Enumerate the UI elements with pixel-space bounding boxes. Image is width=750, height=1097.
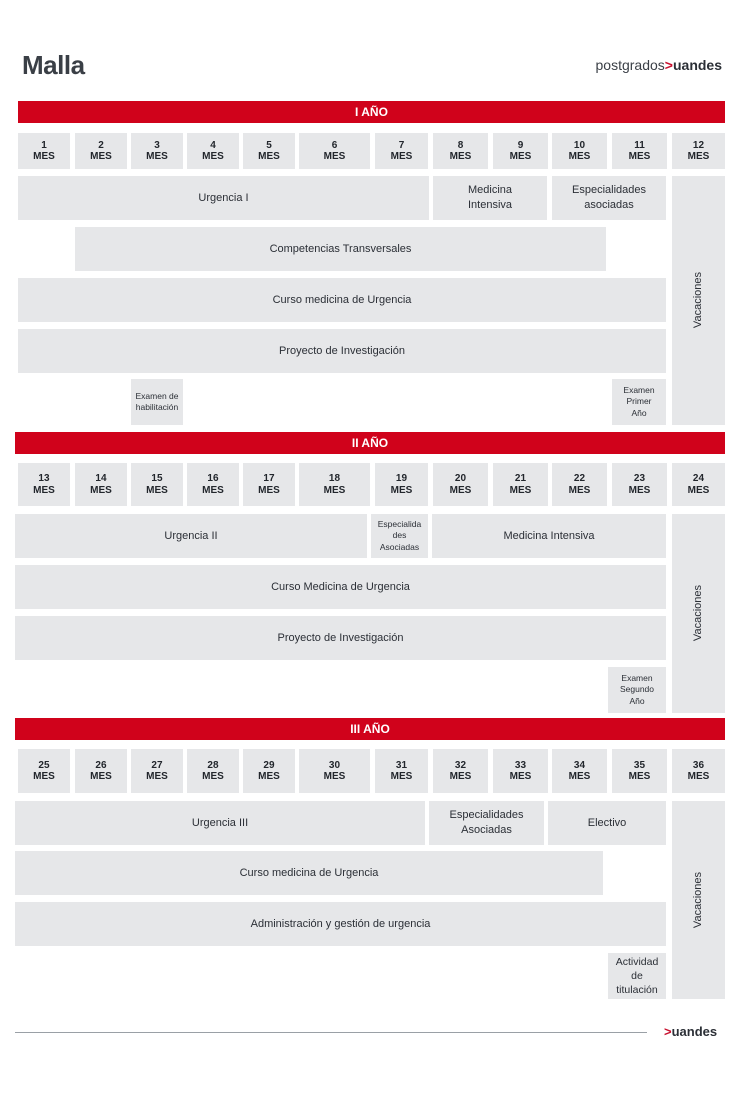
- month-cell: [433, 463, 488, 506]
- month-cell: [493, 463, 548, 506]
- month-cell: [187, 463, 239, 506]
- month-label: MES: [449, 771, 472, 782]
- month-number: 28: [207, 759, 219, 771]
- month-number: 2: [98, 139, 104, 151]
- month-number: 25: [38, 759, 50, 771]
- month-cell: [433, 749, 488, 793]
- month-label: MES: [323, 484, 346, 496]
- month-cell: [375, 133, 428, 169]
- month-label: MES: [33, 771, 55, 782]
- month-cell: [672, 463, 725, 506]
- month-label: MES: [202, 151, 224, 162]
- month-cell: [75, 133, 127, 169]
- month-label: MES: [687, 484, 710, 496]
- month-cell: [672, 749, 725, 793]
- month-number: 15: [151, 473, 163, 484]
- month-cell: [299, 463, 370, 506]
- block-especialidades-asociadas: Especialidades asociadas: [552, 176, 666, 220]
- month-cell: [493, 749, 548, 793]
- month-number: 26: [95, 759, 107, 771]
- month-label: MES: [202, 484, 224, 496]
- month-label: MES: [90, 151, 112, 162]
- month-label: MES: [687, 771, 710, 782]
- brand-prefix: postgrados: [595, 57, 665, 73]
- month-number: 16: [207, 473, 219, 484]
- month-cell: [131, 463, 183, 506]
- month-number: 27: [151, 759, 163, 771]
- year-3-bar: III AÑO: [15, 718, 725, 740]
- month-label: MES: [687, 151, 710, 162]
- month-label: MES: [449, 151, 472, 162]
- block-proyecto-investigacion: Proyecto de Investigación: [18, 329, 666, 373]
- footer-divider: [15, 1032, 647, 1033]
- brand-logo: [596, 57, 722, 73]
- month-cell: [243, 463, 295, 506]
- month-number: 21: [514, 473, 527, 484]
- month-number: 32: [454, 759, 467, 771]
- month-number: 20: [454, 473, 467, 484]
- month-cell: [552, 463, 607, 506]
- month-label: MES: [628, 771, 651, 782]
- month-label: MES: [628, 151, 651, 162]
- block-proyecto-investigacion-2: Proyecto de Investigación: [15, 616, 666, 660]
- month-cell: [187, 133, 239, 169]
- month-cell: [299, 749, 370, 793]
- vacaciones-label: Vacaciones: [692, 585, 705, 642]
- block-vacaciones-3: [672, 801, 725, 999]
- month-number: 14: [95, 473, 107, 484]
- block-especialidades-asociadas-2: Especialida des Asociadas: [371, 514, 428, 558]
- brand-suffix: uandes: [672, 57, 722, 73]
- month-number: 19: [395, 473, 408, 484]
- month-number: 31: [395, 759, 408, 771]
- vacaciones-label: Vacaciones: [692, 272, 705, 329]
- block-administracion-gestion: Administración y gestión de urgencia: [15, 902, 666, 946]
- month-label: MES: [449, 484, 472, 496]
- month-cell: [131, 133, 183, 169]
- block-curso-medicina-urgencia-3: Curso medicina de Urgencia: [15, 851, 603, 895]
- footer-logo: [664, 1024, 717, 1039]
- block-especialidades-asociadas-3: Especialidades Asociadas: [429, 801, 544, 845]
- month-label: MES: [568, 771, 591, 782]
- block-urgencia-1: Urgencia I: [18, 176, 429, 220]
- month-cell: [552, 749, 607, 793]
- block-urgencia-2: Urgencia II: [15, 514, 367, 558]
- month-number: 10: [573, 139, 586, 151]
- month-cell: [18, 463, 70, 506]
- block-actividad-titulacion: Actividad de titulación: [608, 953, 666, 999]
- month-number: 7: [398, 139, 405, 151]
- month-cell: [612, 133, 667, 169]
- month-number: 5: [266, 139, 272, 151]
- month-cell: [18, 133, 70, 169]
- month-label: MES: [258, 771, 280, 782]
- month-label: MES: [509, 151, 532, 162]
- month-cell: [299, 133, 370, 169]
- block-curso-medicina-urgencia-2: Curso Medicina de Urgencia: [15, 565, 666, 609]
- month-label: MES: [90, 771, 112, 782]
- month-number: 17: [263, 473, 275, 484]
- vacaciones-label: Vacaciones: [692, 871, 705, 929]
- month-number: 4: [210, 139, 216, 151]
- month-label: MES: [390, 151, 413, 162]
- footer-logo-text: uandes: [671, 1024, 718, 1039]
- month-number: 6: [331, 139, 338, 151]
- month-number: 3: [154, 139, 160, 151]
- block-medicina-intensiva: Medicina Intensiva: [433, 176, 547, 220]
- month-number: 1: [41, 139, 47, 151]
- month-number: 18: [328, 473, 341, 484]
- month-cell: [131, 749, 183, 793]
- block-urgencia-3: Urgencia III: [15, 801, 425, 845]
- month-label: MES: [323, 151, 346, 162]
- footer-arrow-icon: >: [664, 1024, 672, 1039]
- month-label: MES: [628, 484, 651, 496]
- month-cell: [18, 749, 70, 793]
- month-label: MES: [33, 484, 55, 496]
- month-number: 30: [328, 759, 341, 771]
- month-label: MES: [146, 151, 168, 162]
- month-number: 9: [517, 139, 524, 151]
- month-number: 36: [692, 759, 705, 771]
- block-competencias-transversales: Competencias Transversales: [75, 227, 606, 271]
- month-label: MES: [146, 771, 168, 782]
- month-label: MES: [258, 151, 280, 162]
- block-curso-medicina-urgencia: Curso medicina de Urgencia: [18, 278, 666, 322]
- month-cell: [75, 463, 127, 506]
- month-cell: [433, 133, 488, 169]
- month-number: 23: [633, 473, 646, 484]
- month-number: 29: [263, 759, 275, 771]
- month-cell: [375, 749, 428, 793]
- month-label: MES: [146, 484, 168, 496]
- month-number: 8: [457, 139, 464, 151]
- month-cell: [243, 133, 295, 169]
- month-label: MES: [33, 151, 55, 162]
- month-number: 35: [633, 759, 646, 771]
- month-label: MES: [509, 484, 532, 496]
- block-vacaciones-2: [672, 514, 725, 713]
- month-number: 33: [514, 759, 527, 771]
- month-number: 11: [634, 139, 645, 151]
- year-2-bar: II AÑO: [15, 432, 725, 454]
- month-label: MES: [90, 484, 112, 496]
- month-number: 12: [692, 139, 705, 151]
- month-number: 24: [692, 473, 705, 484]
- month-label: MES: [568, 151, 591, 162]
- block-vacaciones-1: [672, 176, 725, 425]
- month-cell: [75, 749, 127, 793]
- block-medicina-intensiva-2: Medicina Intensiva: [432, 514, 666, 558]
- month-label: MES: [390, 484, 413, 496]
- month-label: MES: [509, 771, 532, 782]
- block-examen-primer-ano: Examen Primer Año: [612, 379, 666, 425]
- month-cell: [375, 463, 428, 506]
- block-electivo: Electivo: [548, 801, 666, 845]
- month-cell: [612, 749, 667, 793]
- month-cell: [243, 749, 295, 793]
- month-label: MES: [390, 771, 413, 782]
- page-title: Malla: [22, 50, 85, 80]
- month-cell: [612, 463, 667, 506]
- month-label: MES: [202, 771, 224, 782]
- month-label: MES: [323, 771, 346, 782]
- block-examen-segundo-ano: Examen Segundo Año: [608, 667, 666, 713]
- month-label: MES: [258, 484, 280, 496]
- month-cell: [187, 749, 239, 793]
- year-1-bar: I AÑO: [18, 101, 725, 123]
- brand-arrow-icon: >: [664, 57, 673, 73]
- month-cell: [672, 133, 725, 169]
- block-examen-habilitacion: Examen de habilitación: [131, 379, 183, 425]
- month-label: MES: [568, 484, 591, 496]
- month-cell: [552, 133, 607, 169]
- month-number: 13: [38, 473, 50, 484]
- month-number: 22: [573, 473, 586, 484]
- month-cell: [493, 133, 548, 169]
- month-number: 34: [573, 759, 586, 771]
